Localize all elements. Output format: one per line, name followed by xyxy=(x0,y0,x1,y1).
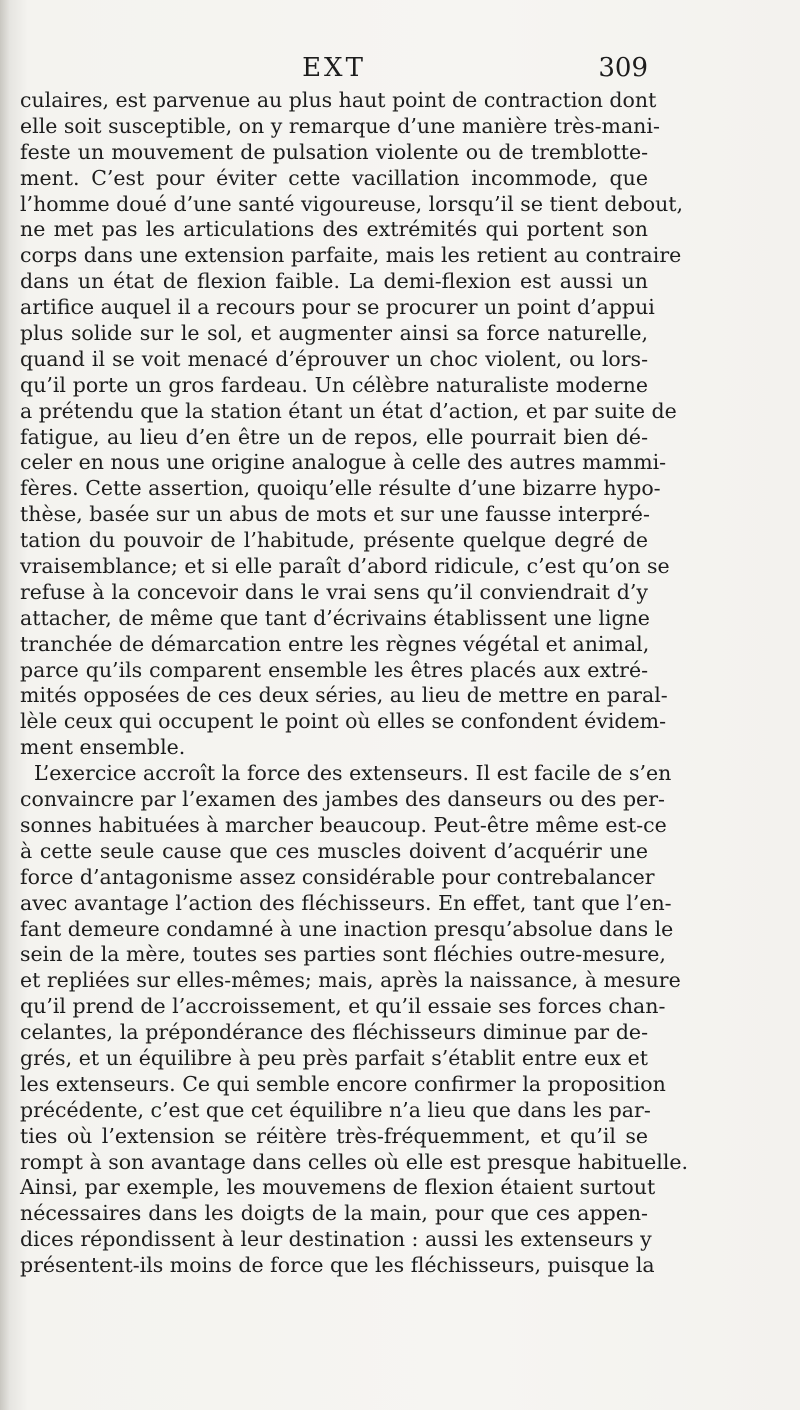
text-line: dans un état de flexion faible. La demi-flexion est aussi un xyxy=(20,269,648,294)
text-line: sonnes habituées à marcher beaucoup. Peut-être même est-ce xyxy=(20,812,667,837)
text-line: et repliées sur elles-mêmes; mais, après la naissance, à mesure xyxy=(20,968,681,993)
text-line: feste un mouvement de pulsation violente ou de tremblotte- xyxy=(20,139,648,164)
text-line: a prétendu que la station étant un état d’action, et par suite de xyxy=(20,398,677,423)
text-line: à cette seule cause que ces muscles doivent d’acquérir une xyxy=(20,838,648,863)
text-line: celantes, la prépondérance des fléchisseurs diminue par de- xyxy=(20,1020,648,1045)
text-line: quand il se voit menacé d’éprouver un choc violent, ou lors- xyxy=(20,346,648,371)
text-line: corps dans une extension parfaite, mais les retient au contraire xyxy=(20,243,682,268)
text-line: grés, et un équilibre à peu près parfait s’établit entre eux et xyxy=(20,1045,648,1070)
text-line: force d’antagonisme assez considérable pour contrebalancer xyxy=(20,864,655,889)
text-line: ment ensemble. xyxy=(20,735,186,760)
text-line: sein de la mère, toutes ses parties sont fléchies outre-mesure, xyxy=(20,942,666,967)
text-line: dices répondissent à leur destination : aussi les extenseurs y xyxy=(20,1227,652,1252)
text-line: qu’il porte un gros fardeau. Un célèbre naturaliste moderne xyxy=(20,372,648,397)
text-line: ne met pas les articulations des extrémités qui portent son xyxy=(20,217,648,242)
text-line: celer en nous une origine analogue à celle des autres mammi- xyxy=(20,450,667,475)
text-line: l’homme doué d’une santé vigoureuse, lorsqu’il se tient debout, xyxy=(20,191,684,216)
paragraph xyxy=(20,761,689,1279)
text-line: attacher, de même que tant d’écrivains établissent une ligne xyxy=(20,605,650,630)
text-line: ties où l’extension se réitère très-fréquemment, et qu’il se xyxy=(20,1123,648,1148)
paragraph xyxy=(20,88,684,761)
text-line: plus solide sur le sol, et augmenter ainsi sa force naturelle, xyxy=(20,321,648,346)
text-line: précédente, c’est que cet équilibre n’a lieu que dans les par- xyxy=(20,1097,651,1122)
text-line: qu’il prend de l’accroissement, et qu’il essaie ses forces chan- xyxy=(20,994,666,1019)
text-line: artifice auquel il a recours pour se procurer un point d’appui xyxy=(20,295,655,320)
text-line: avec avantage l’action des fléchisseurs. En effet, tant que l’en- xyxy=(20,890,672,915)
text-line: vraisemblance; et si elle paraît d’abord ridicule, c’est qu’on se xyxy=(20,554,670,579)
text-line: parce qu’ils comparent ensemble les êtres placés aux extré- xyxy=(20,657,648,682)
text-line: fères. Cette assertion, quoiqu’elle résulte d’une bizarre hypo- xyxy=(20,476,661,501)
text-line: ment. C’est pour éviter cette vacillation incommode, que xyxy=(20,165,648,190)
text-line: nécessaires dans les doigts de la main, pour que ces appen- xyxy=(20,1201,648,1226)
text-line: Ainsi, par exemple, les mouvemens de flexion étaient surtout xyxy=(20,1175,656,1200)
text-line: elle soit susceptible, on y remarque d’une manière très-mani- xyxy=(20,113,660,138)
text-line: mités opposées de ces deux séries, au lieu de mettre en paral- xyxy=(20,683,668,708)
text-line: convaincre par l’examen des jambes des danseurs ou des per- xyxy=(20,787,665,812)
running-head: EXT xyxy=(302,53,366,83)
body-text xyxy=(20,88,689,1279)
text-line: culaires, est parvenue au plus haut point de contraction dont xyxy=(20,88,657,112)
text-line: rompt à son avantage dans celles où elle est presque habituelle. xyxy=(20,1149,689,1174)
text-line: lèle ceux qui occupent le point où elles se confondent évidem- xyxy=(20,709,666,734)
text-line: tation du pouvoir de l’habitude, présente quelque degré de xyxy=(20,528,648,553)
text-line: fant demeure condamné à une inaction presqu’absolue dans le xyxy=(20,916,674,941)
text-line: L’exercice accroît la force des extenseurs. Il est facile de s’en xyxy=(34,761,672,786)
text-line: fatigue, au lieu d’en être un de repos, elle pourrait bien dé- xyxy=(20,424,648,449)
text-line: les extenseurs. Ce qui semble encore confirmer la proposition xyxy=(20,1071,666,1096)
text-line: thèse, basée sur un abus de mots et sur une fausse interpré- xyxy=(20,502,650,527)
page-number: 309 xyxy=(598,53,648,83)
page-header xyxy=(20,50,648,86)
text-line: tranchée de démarcation entre les règnes végétal et animal, xyxy=(20,631,650,656)
text-line: refuse à la concevoir dans le vrai sens qu’il conviendrait d’y xyxy=(20,579,648,604)
text-line: présentent-ils moins de force que les fléchisseurs, puisque la xyxy=(20,1253,655,1278)
